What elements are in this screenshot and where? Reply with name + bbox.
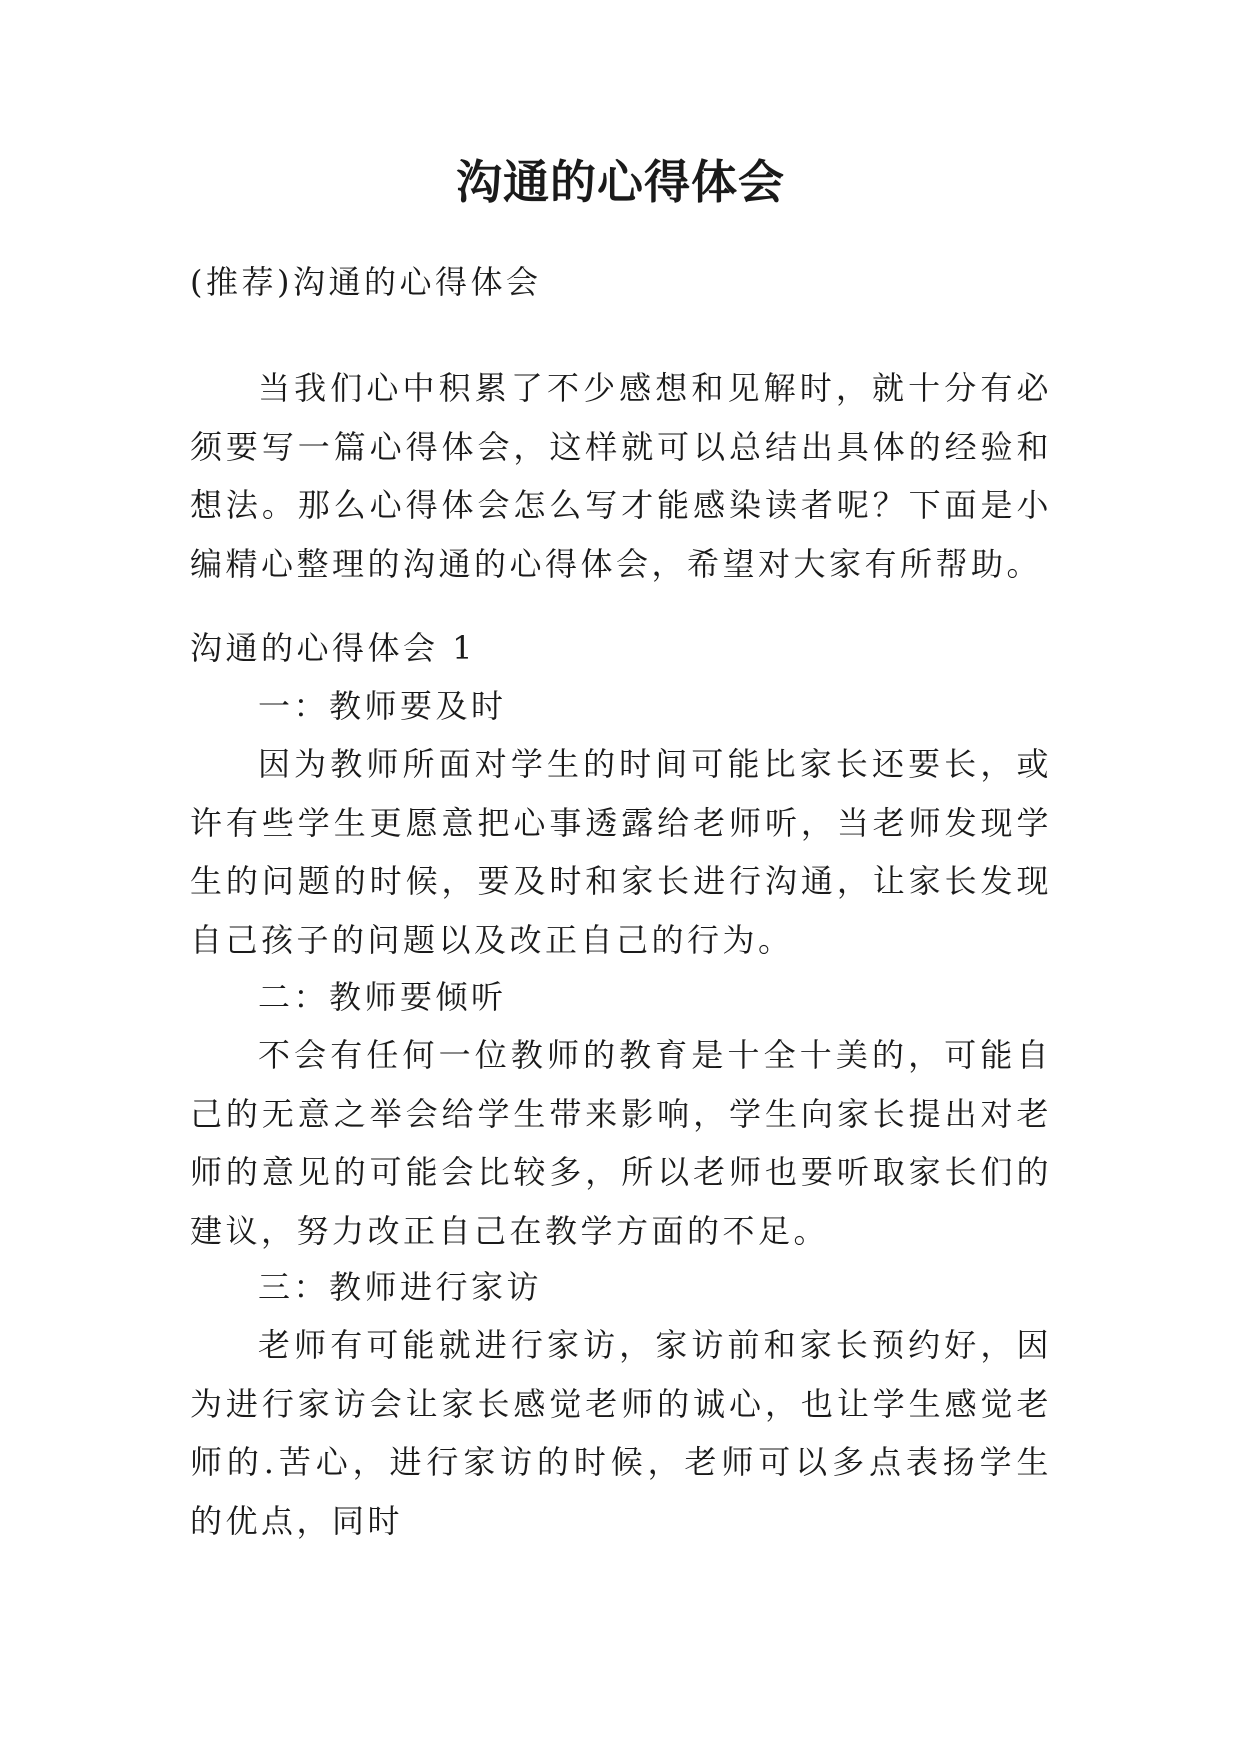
- document-title: 沟通的心得体会: [456, 155, 785, 209]
- point-heading-1: 一：教师要及时: [258, 687, 507, 725]
- document-subtitle: (推荐)沟通的心得体会: [190, 263, 542, 301]
- point-heading-2: 二：教师要倾听: [258, 978, 507, 1016]
- point-heading-3: 三：教师进行家访: [258, 1268, 543, 1306]
- section-heading: 沟通的心得体会 1: [190, 629, 477, 667]
- point-body-3: 老师有可能就进行家访，家访前和家长预约好，因为进行家访会让家长感觉老师的诚心，也让学生感觉老师的.苦心，进行家访的时候，老师可以多点表扬学生的优点，同时: [190, 1326, 1052, 1540]
- intro-paragraph: 当我们心中积累了不少感想和见解时，就十分有必须要写一篇心得体会，这样就可以总结出具体的经验和想法。那么心得体会怎么写才能感染读者呢？下面是小编精心整理的沟通的心得体会，希望对大家有所帮助。: [190, 369, 1052, 583]
- point-body-1: 因为教师所面对学生的时间可能比家长还要长，或许有些学生更愿意把心事透露给老师听，当老师发现学生的问题的时候，要及时和家长进行沟通，让家长发现自己孩子的问题以及改正自己的行为。: [190, 745, 1052, 959]
- point-body-2: 不会有任何一位教师的教育是十全十美的，可能自己的无意之举会给学生带来影响，学生向家长提出对老师的意见的可能会比较多，所以老师也要听取家长们的建议，努力改正自己在教学方面的不足。: [190, 1036, 1052, 1250]
